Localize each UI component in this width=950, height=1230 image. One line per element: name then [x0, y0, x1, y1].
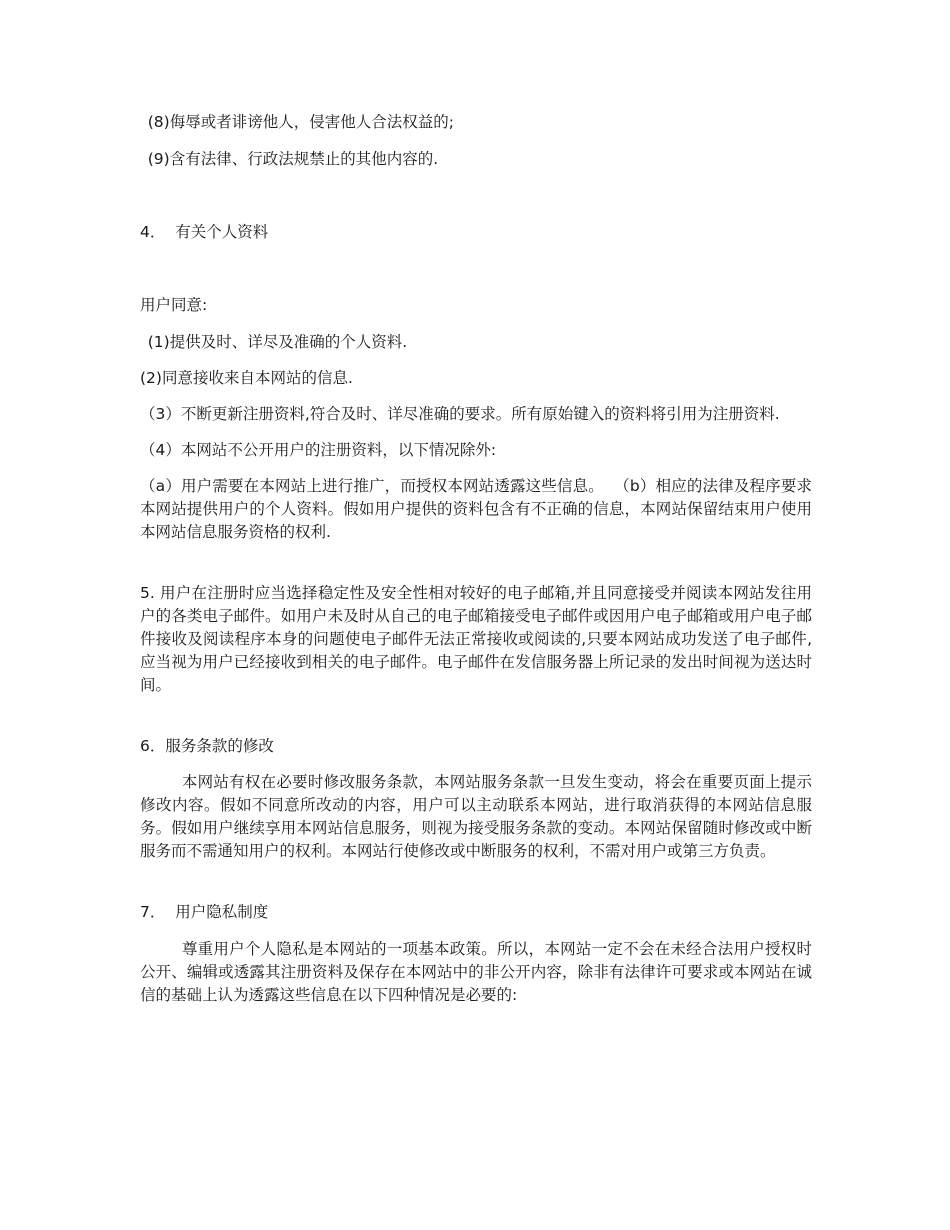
list-item-9: (9)含有法律、行政法规禁止的其他内容的. — [147, 150, 439, 168]
section-7-body: 尊重用户个人隐私是本网站的一项基本政策。所以，本网站一定不会在未经合法用户授权时公开、编辑或透露其注册资料及保存在本网站中的非公开内容，除非有法律许可要求或本网站在诚信的基础上认为透露这些信息在以下四种情况是必要的: — [140, 940, 812, 1004]
list-item-8: (8)侮辱或者诽谤他人，侵害他人合法权益的; — [147, 113, 454, 131]
section-heading-6: 6．服务条款的修改 — [140, 737, 274, 755]
section-heading-7: 7． 用户隐私制度 — [140, 903, 269, 921]
document-page — [140, 111, 812, 1007]
agree-item-4: （4）本网站不公开用户的注册资料，以下情况除外: — [140, 441, 497, 459]
section-heading-4: 4． 有关个人资料 — [140, 223, 269, 241]
agree-item-1: (1)提供及时、详尽及准确的个人资料. — [147, 333, 408, 351]
section-5-paragraph: 5. 用户在注册时应当选择稳定性及安全性相对较好的电子邮箱,并且同意接受并阅读本网站发往用户的各类电子邮件。如用户未及时从自己的电子邮箱接受电子邮件或因用户电子邮箱或用户电子邮件接收及阅读程序本身的问题使电子邮件无法正常接收或阅读的,只要本网站成功发送了电子邮件,应当视为用户已经接收到相关的电子邮件。电子邮件在发信服务器上所记录的发出时间视为送达时间。 — [140, 584, 812, 694]
agree-item-2: (2)同意接收来自本网站的信息. — [140, 369, 353, 387]
user-agree-label: 用户同意: — [140, 296, 208, 314]
agree-item-3: （3）不断更新注册资料,符合及时、详尽准确的要求。所有原始键入的资料将引用为注册资料. — [140, 405, 780, 423]
exceptions-paragraph: （a）用户需要在本网站上进行推广，而授权本网站透露这些信息。 （b）相应的法律及程序要求本网站提供用户的个人资料。假如用户提供的资料包含有不正确的信息，本网站保留结束用户使用本网站信息服务资格的权利. — [140, 477, 812, 541]
section-6-body: 本网站有权在必要时修改服务条款，本网站服务条款一旦发生变动，将会在重要页面上提示修改内容。假如不同意所改动的内容，用户可以主动联系本网站，进行取消获得的本网站信息服务。假如用户继续享用本网站信息服务，则视为接受服务条款的变动。本网站保留随时修改或中断服务而不需通知用户的权利。本网站行使修改或中断服务的权利，不需对用户或第三方负责。 — [140, 773, 812, 860]
